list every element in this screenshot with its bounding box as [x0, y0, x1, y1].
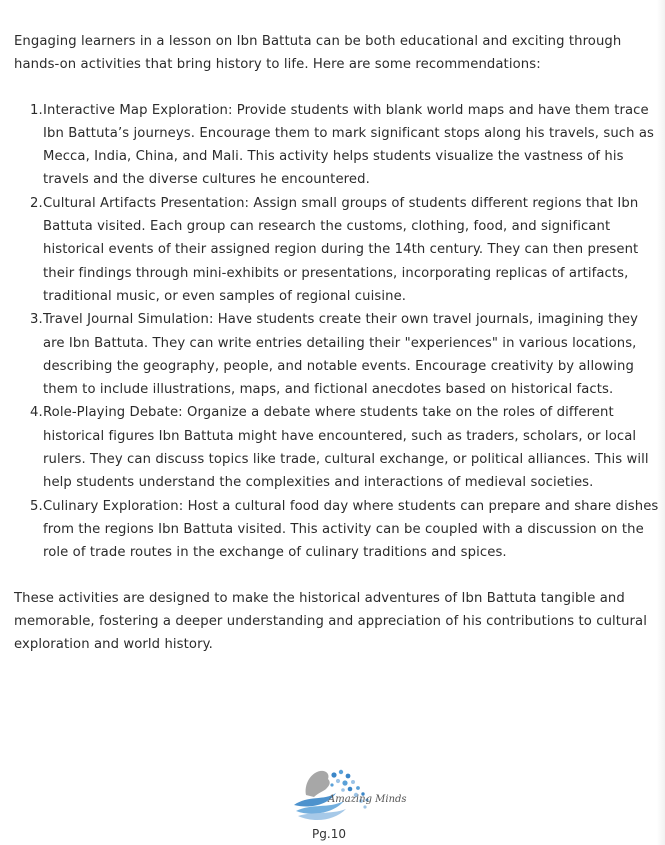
list-item-number: 3. — [30, 312, 43, 328]
list-item-number: 5. — [30, 498, 43, 514]
list-item-text: Interactive Map Exploration: Provide students with blank world maps and have them trace Ibn Battuta’s journeys. Encourage them to mark significant stops along his travels, such as Mecca, India, China, and Mali. This activity helps students visualize the vastness of his travels and the diverse cultures he encountered. — [43, 102, 655, 188]
list-item — [14, 495, 660, 565]
page-footer — [0, 765, 665, 845]
logo-text: Amazing Minds — [328, 794, 407, 805]
list-item — [14, 99, 660, 192]
list-item-number: 2. — [30, 195, 43, 211]
list-item-text: Culinary Exploration: Host a cultural food day where students can prepare and share dishes from the regions Ibn Battuta visited. This activity can be coupled with a discussion on the role of trade routes in the exchange of culinary traditions and spices. — [43, 498, 659, 561]
list-item-text: Cultural Artifacts Presentation: Assign small groups of students different regions that Ibn Battuta visited. Each group can research the customs, clothing, food, and significant historical events of their assigned region during the 14th century. They can then present their findings through mini-exhibits or presentations, incorporating replicas of artifacts, traditional music, or even samples of regional cuisine. — [43, 195, 639, 304]
document-body — [14, 30, 660, 656]
list-item-number: 4. — [30, 405, 43, 421]
list-item-number: 1. — [30, 102, 43, 118]
list-item — [14, 308, 660, 401]
list-item-text: Role-Playing Debate: Organize a debate where students take on the roles of different historical figures Ibn Battuta might have encountered, such as traders, scholars, or local rulers. They can discuss topics like trade, cultural exchange, or political alliances. This will help students understand the complexities and interactions of medieval societies. — [43, 405, 649, 491]
list-item — [14, 192, 660, 308]
page-number: Pg.10 — [312, 827, 346, 841]
list-item — [14, 401, 660, 494]
conclusion-paragraph: These activities are designed to make the historical adventures of Ibn Battuta tangible and memorable, fostering a deeper understanding and appreciation of his contributions to cultural exploration and world history. — [14, 590, 648, 653]
activities-list — [14, 99, 660, 565]
list-item-text: Travel Journal Simulation: Have students create their own travel journals, imagining they are Ibn Battuta. They can write entries detailing their "experiences" in various locations, describing the geography, people, and notable events. Encourage creativity by allowing them to include illustrations, maps, and fictional anecdotes based on historical facts. — [43, 312, 639, 398]
amazing-minds-logo — [288, 765, 407, 825]
intro-paragraph: Engaging learners in a lesson on Ibn Battuta can be both educational and exciting through hands-on activities that bring history to life. Here are some recommendations: — [14, 34, 622, 73]
